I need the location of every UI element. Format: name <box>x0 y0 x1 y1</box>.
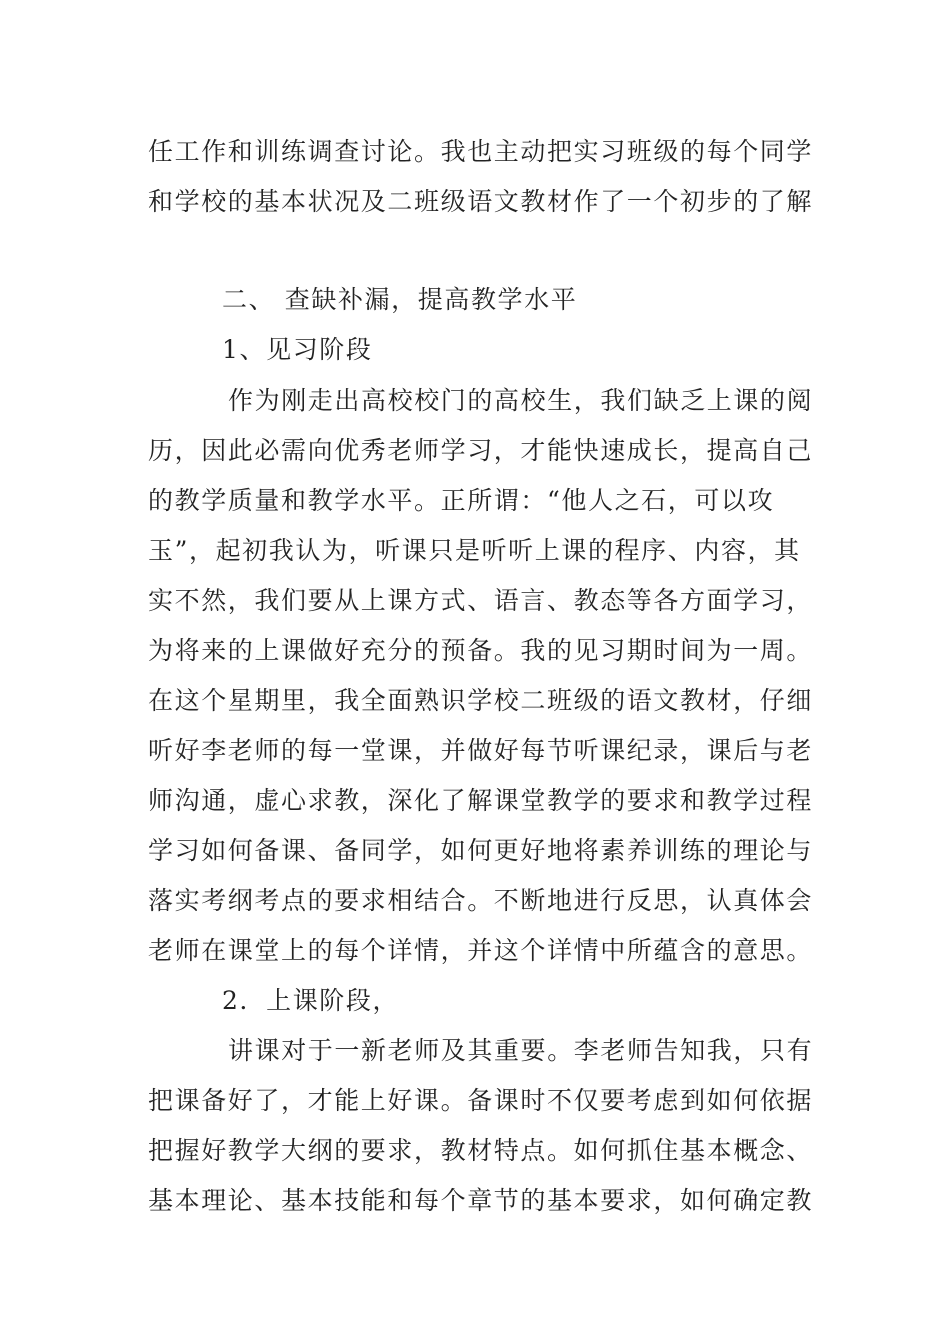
text-line: 为将来的上课做好充分的预备。我的见习期时间为一周。 <box>148 636 814 665</box>
text-line: 听好李老师的每一堂课，并做好每节听课纪录，课后与老 <box>148 736 814 765</box>
text-line: 历，因此必需向优秀老师学习，才能快速成长，提高自己 <box>148 436 814 465</box>
text-line: 把课备好了，才能上好课。备课时不仅要考虑到如何依据 <box>148 1086 814 1115</box>
subheading-teaching-stage: 2．上课阶段， <box>222 986 400 1015</box>
text-line: 老师在课堂上的每个详情，并这个详情中所蕴含的意思。 <box>148 936 814 965</box>
text-line: 和学校的基本状况及二班级语文教材作了一个初步的了解 <box>148 187 814 216</box>
text-line: 基本理论、基本技能和每个章节的基本要求，如何确定教 <box>148 1186 814 1215</box>
section-heading: 二、 查缺补漏，提高教学水平 <box>222 285 578 314</box>
text-line: 作为刚走出高校校门的高校生，我们缺乏上课的阅 <box>228 386 814 415</box>
text-line: 任工作和训练调查讨论。我也主动把实习班级的每个同学 <box>148 137 814 166</box>
text-line: 玉”，起初我认为，听课只是听听上课的程序、内容，其 <box>148 536 801 565</box>
text-line: 实不然，我们要从上课方式、语言、教态等各方面学习， <box>148 586 814 615</box>
text-line: 师沟通，虚心求教，深化了解课堂教学的要求和教学过程 <box>148 786 814 815</box>
subheading-observation-stage: 1、见习阶段 <box>222 335 373 364</box>
text-line: 在这个星期里，我全面熟识学校二班级的语文教材，仔细 <box>148 686 814 715</box>
text-line: 把握好教学大纲的要求，教材特点。如何抓住基本概念、 <box>148 1136 814 1165</box>
text-line: 落实考纲考点的要求相结合。不断地进行反思，认真体会 <box>148 886 814 915</box>
text-line: 的教学质量和教学水平。正所谓：“他人之石，可以攻 <box>148 486 775 515</box>
text-line: 学习如何备课、备同学，如何更好地将素养训练的理论与 <box>148 836 814 865</box>
text-line: 讲课对于一新老师及其重要。李老师告知我，只有 <box>228 1036 814 1065</box>
